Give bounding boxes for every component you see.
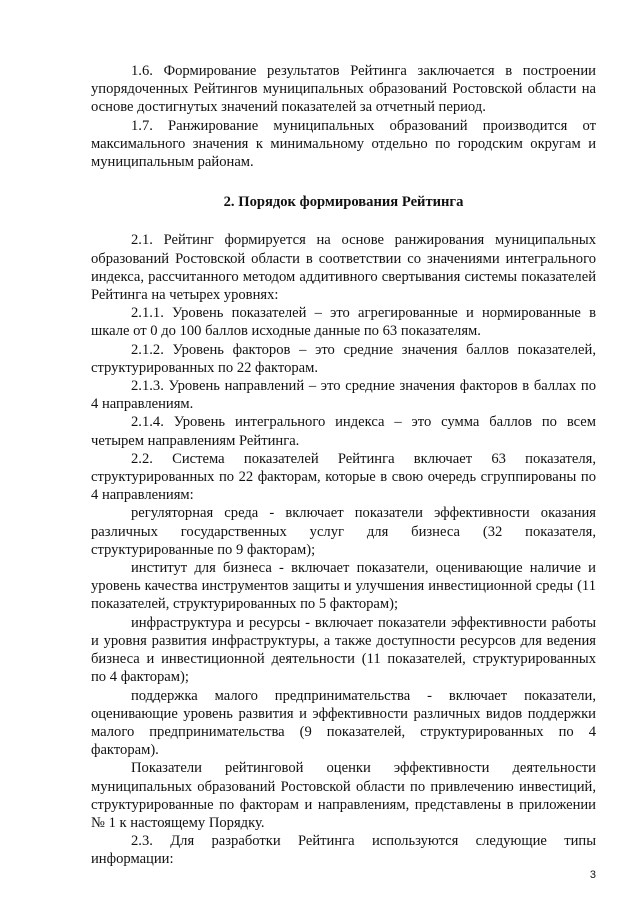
paragraph-2-1-2: 2.1.2. Уровень факторов – это средние значения баллов показателей, структурированных по 22 факторам. [91,341,596,376]
paragraph-2-1-4: 2.1.4. Уровень интегрального индекса – это сумма баллов по всем четырем направлениям Рейтинга. [91,414,596,449]
paragraph-2-1-3: 2.1.3. Уровень направлений – это средние значения факторов в баллах по 4 направлениям. [91,378,596,413]
list-item-institute: институт для бизнеса - включает показатели, оценивающие наличие и уровень качества инструментов защиты и улучшения инвестиционной среды (11 показателей, структурированных по 5 факторам); [91,560,596,613]
paragraph-1-7: 1.7. Ранжирование муниципальных образований производится от максимального значения к минимальному отдельно по городским округам и муниципальным районам. [91,117,596,171]
paragraph-2-1: 2.1. Рейтинг формируется на основе ранжирования муниципальных образований Ростовской области в соответствии со значениями интегрального индекса, рассчитанного методом аддитивного свертывания системы показателей Рейтинга на четырех уровнях: [91,232,596,304]
section-heading: 2. Порядок формирования Рейтинга [223,194,464,211]
paragraph-2-1-1: 2.1.1. Уровень показателей – это агрегированные и нормированные в шкале от 0 до 100 баллов исходные данные по 63 показателям. [91,305,596,340]
paragraph-2-3: 2.3. Для разработки Рейтинга используются следующие типы информации: [91,833,596,868]
paragraph-1-6: 1.6. Формирование результатов Рейтинга заключается в построении упорядоченных Рейтингов муниципальных образований Ростовской области на основе достигнутых значений показателей за отчетный период. [91,63,596,116]
list-item-regulatory: регуляторная среда - включает показатели эффективности оказания различных государственных услуг для бизнеса (32 показателя, структурированные по 9 факторам); [91,505,596,558]
paragraph-2-2: 2.2. Система показателей Рейтинга включает 63 показателя, структурированных по 22 факторам, которые в свою очередь сгруппированы по 4 направлениям: [91,450,596,504]
page-number: 3 [589,869,596,881]
paragraph-indicators-appendix: Показатели рейтинговой оценки эффективности деятельности муниципальных образований Ростовской области по привлечению инвестиций, структурированные по факторам и направлениям, представлены в приложении № 1 к настоящему Порядку. [91,760,596,831]
list-item-small-business: поддержка малого предпринимательства - включает показатели, оценивающие уровень развития и эффективности различных видов поддержки малого предпринимательства (9 показателей, структурированных по 4 факторам). [91,687,596,759]
list-item-infrastructure: инфраструктура и ресурсы - включает показатели эффективности работы и уровня развития инфраструктуры, а также доступности ресурсов для ведения бизнеса и инвестиционной деятельности (11 показателей, структурированных по 4 факторам); [91,614,596,686]
